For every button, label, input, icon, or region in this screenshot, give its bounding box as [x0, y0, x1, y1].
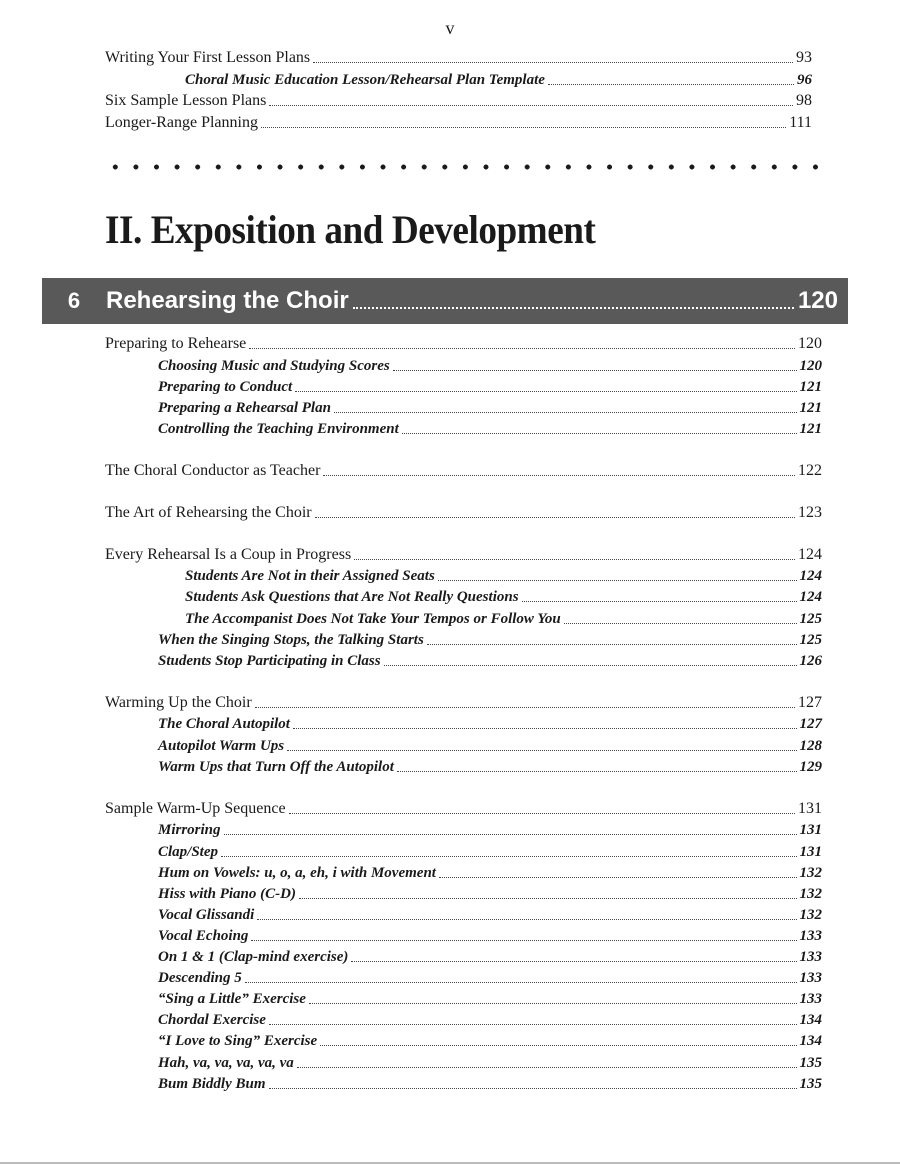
toc-entry[interactable] — [158, 926, 822, 946]
toc-entry-title: Longer-Range Planning — [105, 114, 258, 131]
toc-entry-page: 125 — [799, 632, 822, 648]
toc-entry-title: Preparing to Conduct — [158, 379, 293, 395]
toc-entry-page: 127 — [798, 694, 822, 711]
dot-leader — [353, 306, 794, 309]
toc-entry-title: Students Stop Participating in Class — [158, 653, 381, 669]
toc-entry-page: 125 — [799, 611, 822, 627]
toc-entry[interactable] — [158, 1010, 822, 1030]
toc-entry[interactable] — [158, 757, 822, 777]
toc-entry-title: Mirroring — [158, 822, 221, 838]
toc-entry[interactable] — [158, 714, 822, 734]
toc-entry-page: 124 — [798, 546, 822, 563]
dot-leader — [293, 727, 797, 729]
toc-entry[interactable] — [158, 1074, 822, 1094]
dot-leader — [439, 876, 797, 878]
toc-entry-title: Every Rehearsal Is a Coup in Progress — [105, 546, 352, 563]
dot-leader — [221, 855, 796, 857]
dot-leader — [261, 126, 786, 128]
toc-entry-page: 122 — [798, 462, 822, 479]
dot-leader — [351, 960, 796, 962]
toc-entry-title: Hum on Vowels: u, o, a, eh, i with Movement — [158, 865, 436, 881]
dot-leader — [309, 1002, 797, 1004]
dot-leader — [245, 981, 797, 983]
section-separator — [105, 163, 825, 171]
toc-entry-title: Warming Up the Choir — [105, 694, 252, 711]
toc-entry-page: 133 — [799, 991, 822, 1007]
toc-entry[interactable] — [158, 398, 822, 418]
toc-entry-page: 120 — [799, 358, 822, 374]
dot-leader — [249, 347, 795, 349]
toc-entry-title: Students Are Not in their Assigned Seats — [185, 568, 435, 584]
toc-entry-title: Autopilot Warm Ups — [158, 738, 285, 754]
dot-leader — [427, 643, 797, 645]
dot-leader — [315, 516, 795, 518]
toc-entry-title: “I Love to Sing” Exercise — [158, 1033, 318, 1049]
toc-entry-page: 134 — [799, 1012, 822, 1028]
toc-entry-page: 111 — [789, 114, 812, 131]
dot-leader — [224, 833, 797, 835]
toc-entry-title: On 1 & 1 (Clap-mind exercise) — [158, 949, 349, 965]
toc-entry[interactable] — [158, 377, 822, 397]
toc-entry-title: “Sing a Little” Exercise — [158, 991, 306, 1007]
dot-leader — [297, 1066, 797, 1068]
toc-entry-page: 131 — [798, 800, 822, 817]
toc-entry-page: 133 — [799, 949, 822, 965]
toc-entry-title: Controlling the Teaching Environment — [158, 421, 399, 437]
dot-leader — [397, 770, 797, 772]
dot-leader — [393, 369, 797, 371]
toc-entry[interactable] — [105, 91, 812, 111]
chapter-page: 120 — [797, 287, 838, 314]
toc-entry-title: Students Ask Questions that Are Not Really Questions — [185, 589, 519, 605]
toc-entry-title: Chordal Exercise — [158, 1012, 266, 1028]
dot-leader — [289, 812, 795, 814]
toc-entry-page: 133 — [799, 970, 822, 986]
toc-entry-page: 126 — [799, 653, 822, 669]
dot-leader — [269, 1023, 797, 1025]
toc-entry-page: 121 — [799, 379, 822, 395]
toc-entry-page: 123 — [798, 504, 822, 521]
part-title: II. Exposition and Development — [105, 207, 596, 252]
toc-entry-title: Six Sample Lesson Plans — [105, 92, 267, 109]
dot-leader — [320, 1044, 796, 1046]
toc-entry[interactable] — [105, 799, 822, 819]
dot-leader — [299, 897, 797, 899]
toc-entry-page: 98 — [796, 92, 812, 109]
toc-entry[interactable] — [158, 968, 822, 988]
toc-entry[interactable] — [185, 566, 822, 586]
toc-entry-page: 93 — [796, 49, 812, 66]
toc-entry[interactable] — [158, 947, 822, 967]
toc-entry[interactable] — [158, 863, 822, 883]
toc-entry-title: Hah, va, va, va, va, va — [158, 1055, 294, 1071]
dot-leader — [334, 411, 797, 413]
toc-entry-page: 120 — [798, 335, 822, 352]
toc-entry[interactable] — [105, 461, 822, 481]
toc-entry-title: The Choral Conductor as Teacher — [105, 462, 321, 479]
toc-entry-title: Bum Biddly Bum — [158, 1076, 266, 1092]
dot-leader — [257, 918, 796, 920]
dot-leader — [522, 600, 797, 602]
toc-entry-title: When the Singing Stops, the Talking Starts — [158, 632, 424, 648]
toc-entry-page: 124 — [799, 589, 822, 605]
toc-entry[interactable] — [105, 503, 822, 523]
dot-leader — [255, 706, 795, 708]
toc-entry-page: 134 — [799, 1033, 822, 1049]
chapter-heading-bar[interactable] — [42, 278, 848, 324]
toc-entry-page: 132 — [799, 907, 822, 923]
toc-entry-page: 133 — [799, 928, 822, 944]
toc-entry[interactable] — [105, 545, 822, 565]
toc-entry-page: 127 — [799, 716, 822, 732]
toc-entry-page: 132 — [799, 865, 822, 881]
toc-entry-title: Preparing a Rehearsal Plan — [158, 400, 331, 416]
dot-leader — [564, 622, 797, 624]
toc-entry[interactable] — [158, 630, 822, 650]
toc-entry-page: 132 — [799, 886, 822, 902]
page-number: v — [445, 18, 455, 38]
dot-leader — [313, 61, 793, 63]
toc-entry-page: 129 — [799, 759, 822, 775]
toc-entry[interactable] — [158, 1031, 822, 1051]
toc-entry-page: 131 — [799, 844, 822, 860]
dot-leader — [269, 1087, 797, 1089]
toc-entry-page: 135 — [799, 1076, 822, 1092]
toc-entry[interactable] — [185, 70, 812, 90]
toc-entry-page: 124 — [799, 568, 822, 584]
toc-entry[interactable] — [105, 334, 822, 354]
toc-entry-title: Choral Music Education Lesson/Rehearsal Plan Template — [185, 72, 545, 88]
dot-leader — [548, 83, 794, 85]
dot-leader — [323, 474, 795, 476]
toc-entry[interactable] — [105, 113, 812, 133]
toc-entry-title: Choosing Music and Studying Scores — [158, 358, 390, 374]
toc-entry[interactable] — [185, 609, 822, 629]
dot-leader — [354, 558, 795, 560]
toc-entry[interactable] — [158, 884, 822, 904]
toc-entry-title: Descending 5 — [158, 970, 242, 986]
toc-entry-page: 131 — [799, 822, 822, 838]
toc-entry[interactable] — [105, 48, 812, 68]
toc-entry[interactable] — [158, 356, 822, 376]
dot-leader — [438, 579, 797, 581]
toc-entry-title: Clap/Step — [158, 844, 219, 860]
toc-entry-title: Hiss with Piano (C-D) — [158, 886, 296, 902]
toc-entry[interactable] — [158, 651, 822, 671]
toc-entry-title: The Art of Rehearsing the Choir — [105, 504, 312, 521]
toc-entry-title: Warm Ups that Turn Off the Autopilot — [158, 759, 394, 775]
chapter-title: Rehearsing the Choir — [106, 287, 349, 314]
toc-entry-title: Vocal Echoing — [158, 928, 249, 944]
dot-leader — [269, 104, 793, 106]
toc-entry[interactable] — [158, 905, 822, 925]
dot-leader — [287, 749, 796, 751]
toc-entry-page: 135 — [799, 1055, 822, 1071]
toc-entry[interactable] — [158, 989, 822, 1009]
toc-entry-title: Preparing to Rehearse — [105, 335, 247, 352]
dot-leader — [384, 664, 797, 666]
toc-entry[interactable] — [105, 693, 822, 713]
toc-entry-title: Writing Your First Lesson Plans — [105, 49, 311, 66]
toc-entry[interactable] — [158, 419, 822, 439]
toc-entry[interactable] — [158, 1053, 822, 1073]
chapter-number: 6 — [67, 288, 81, 313]
toc-entry[interactable] — [185, 587, 822, 607]
toc-entry[interactable] — [158, 820, 822, 840]
toc-entry-title: Sample Warm-Up Sequence — [105, 800, 286, 817]
toc-entry-title: Vocal Glissandi — [158, 907, 255, 923]
toc-entry-title: The Accompanist Does Not Take Your Tempos or Follow You — [185, 611, 561, 627]
toc-entry-page: 128 — [799, 738, 822, 754]
toc-entry-page: 121 — [799, 400, 822, 416]
dot-leader — [295, 390, 796, 392]
toc-entry[interactable] — [158, 842, 822, 862]
toc-entry-title: The Choral Autopilot — [158, 716, 290, 732]
toc-entry[interactable] — [158, 736, 822, 756]
toc-entry-page: 96 — [797, 72, 812, 88]
toc-entry-page: 121 — [799, 421, 822, 437]
dot-leader — [251, 939, 796, 941]
dot-leader — [402, 432, 797, 434]
